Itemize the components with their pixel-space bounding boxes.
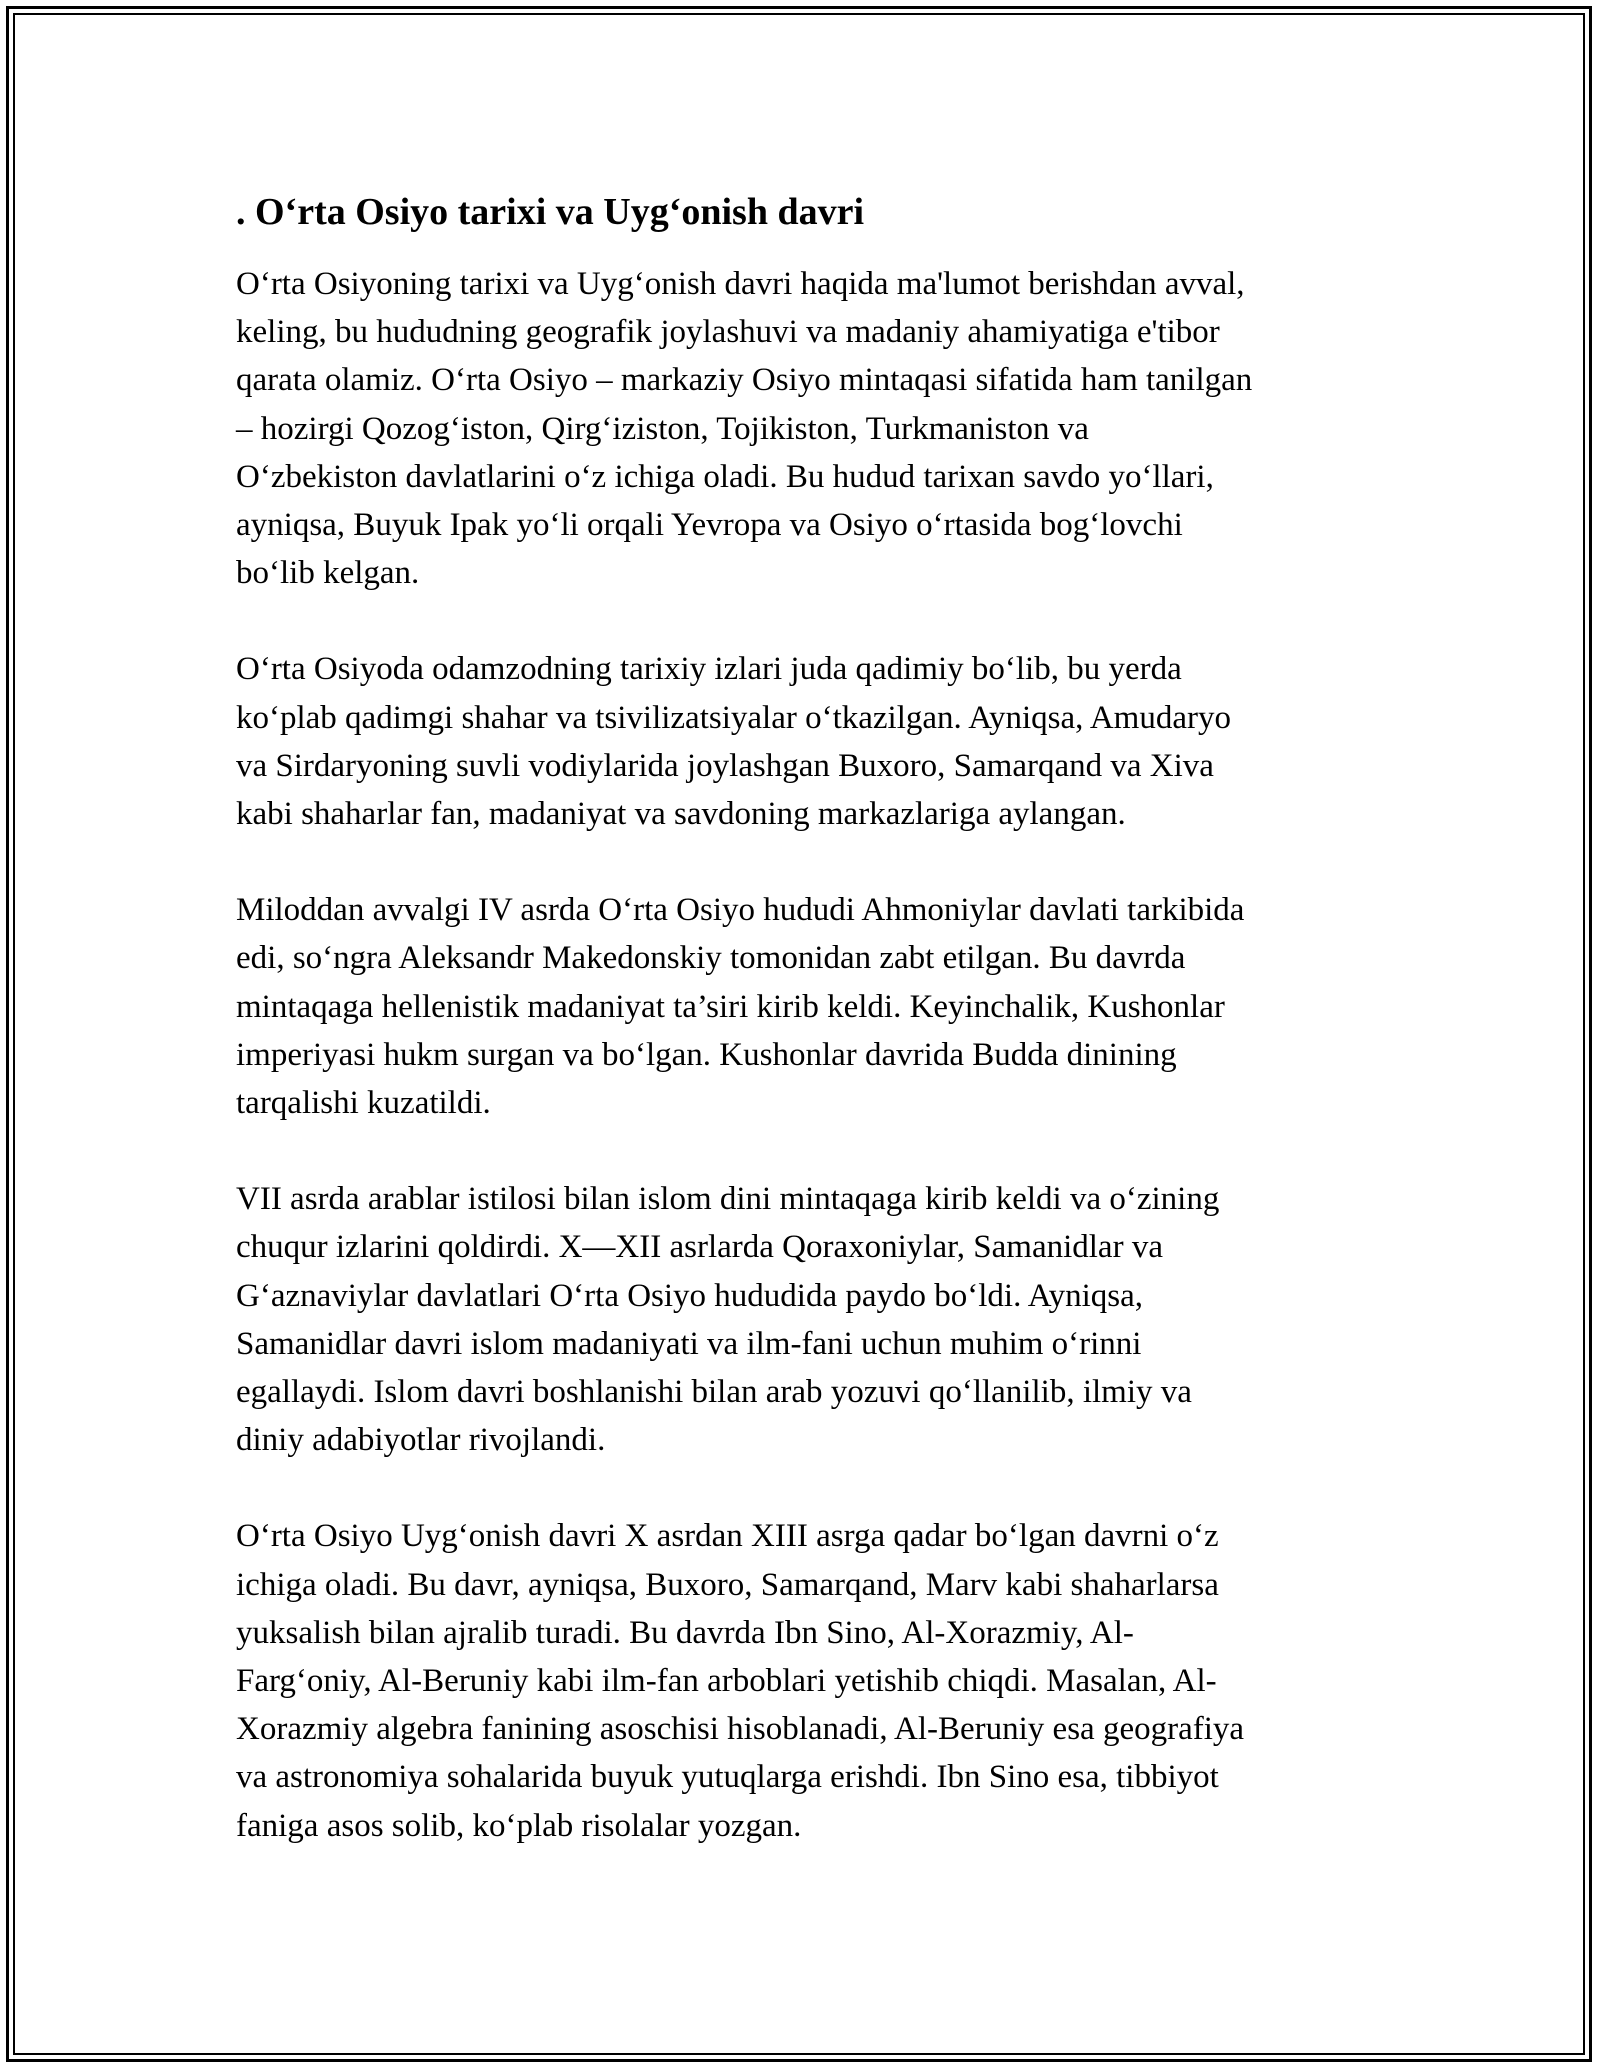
document-title: . O‘rta Osiyo tarixi va Uyg‘onish davri: [236, 191, 865, 233]
paragraph-achaemenid-kushan: Miloddan avvalgi IV asrda O‘rta Osiyo hududi Ahmoniylar davlati tarkibida edi, so‘ngra Aleksandr Makedonskiy tomonidan zabt etilgan. Bu davrda mintaqaga hellenistik madaniyat ta’siri kirib keldi. Keyinchalik, Kushonlar imperiyasi hukm surgan va bo‘lgan. Kushonlar davrida Budda dinining tarqalishi kuzatildi.: [236, 892, 1245, 1122]
paragraph-geography: O‘rta Osiyoning tarixi va Uyg‘onish davri haqida ma'lumot berishdan avval, keling, bu hududning geografik joylashuvi va madaniy ahamiyatiga e'tibor qarata olamiz. O‘rta Osiyo – markaziy Osiyo mintaqasi sifatida ham tanilgan – hozirgi Qozog‘iston, Qirg‘iziston, Tojikiston, Turkmaniston va O‘zbekiston davlatlarini o‘z ichiga oladi. Bu hudud tarixan savdo yo‘llari, ayniqsa, Buyuk Ipak yo‘li orqali Yevropa va Osiyo o‘rtasida bog‘lovchi bo‘lib kelgan.: [236, 266, 1253, 592]
paragraph-renaissance: O‘rta Osiyo Uyg‘onish davri X asrdan XIII asrga qadar bo‘lgan davrni o‘z ichiga oladi. Bu davr, ayniqsa, Buxoro, Samarqand, Marv kabi shaharlarsa yuksalish bilan ajralib turadi. Bu davrda Ibn Sino, Al-Xorazmiy, Al- Farg‘oniy, Al-Beruniy kabi ilm-fan arboblari yetishib chiqdi. Masalan, Al- Xorazmiy algebra fanining asoschisi hisoblanadi, Al-Beruniy esa geografiya va astronomiya sohalarida buyuk yutuqlarga erishdi. Ibn Sino esa, tibbiyot faniga asos solib, ko‘plab risolalar yozgan.: [236, 1518, 1245, 1844]
paragraph-arab-conquest: VII asrda arablar istilosi bilan islom dini mintaqaga kirib keldi va o‘zining chuqur izlarini qoldirdi. X—XII asrlarda Qoraxoniylar, Samanidlar va G‘aznaviylar davlatlari O‘rta Osiyo hududida paydo bo‘ldi. Ayniqsa, Samanidlar davri islom madaniyati va ilm-fani uchun muhim o‘rinni egallaydi. Islom davri boshlanishi bilan arab yozuvi qo‘llanilib, ilmiy va diniy adabiyotlar rivojlandi.: [236, 1181, 1220, 1459]
document-body: [236, 186, 1366, 1898]
paragraph-ancient-cities: O‘rta Osiyoda odamzodning tarixiy izlari juda qadimiy bo‘lib, bu yerda ko‘plab qadimgi shahar va tsivilizatsiyalar o‘tkazilgan. Ayniqsa, Amudaryo va Sirdaryoning suvli vodiylarida joylashgan Buxoro, Samarqand va Xiva kabi shaharlar fan, madaniyat va savdoning markazlariga aylangan.: [236, 651, 1231, 833]
